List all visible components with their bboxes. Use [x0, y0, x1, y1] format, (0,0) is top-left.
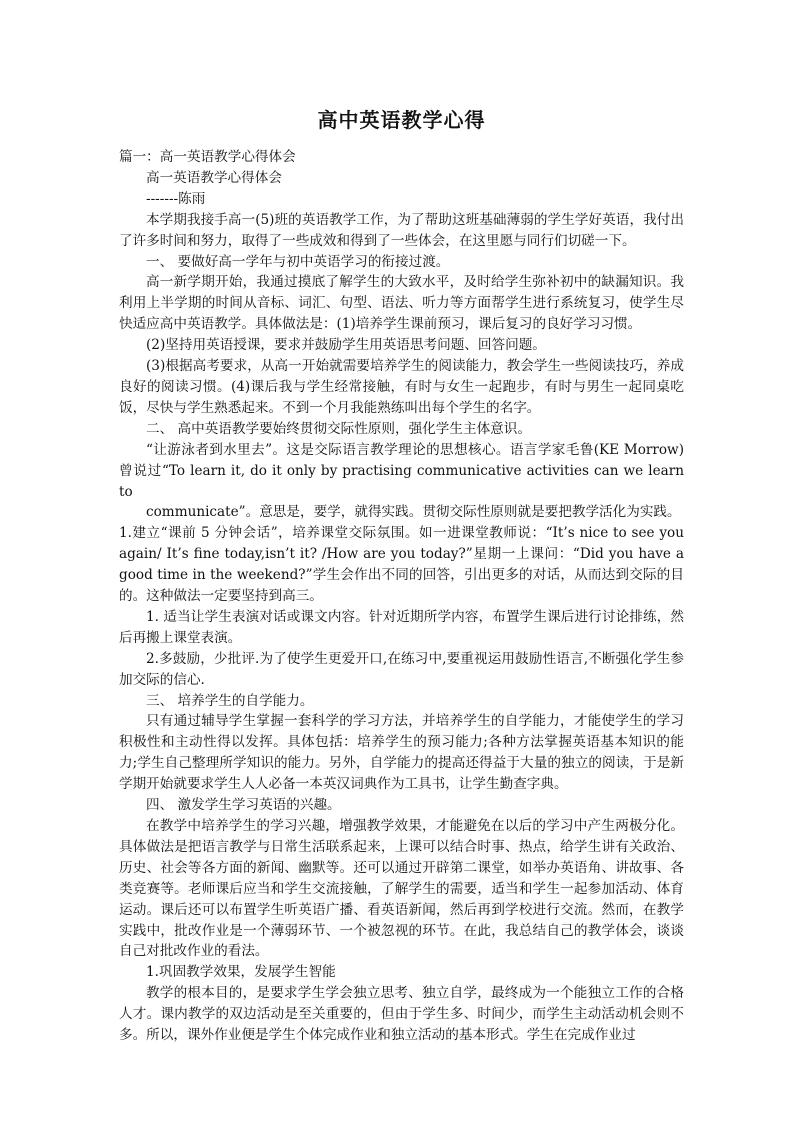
paragraph: (3)根据高考要求，从高一开始就需要培养学生的阅读能力，教会学生一些阅读技巧，养成良好的阅读习惯。(4)课后我与学生经常接触，有时与女生一起跑步，有时与男生一起同桌吃饭，尽快与学生熟悉起来。不到一个月我能熟练叫出每个学生的名字。: [119, 358, 684, 416]
paragraph: 二、 高中英语教学要始终贯彻交际性原则，强化学生主体意识。: [146, 420, 531, 437]
paragraph: 篇一：高一英语教学心得体会: [119, 149, 296, 165]
document-title: 高中英语教学心得: [317, 108, 486, 132]
paragraph: 1.建立“课前 5 分钟会话”，培养课堂交际氛围。如一进课堂教师说：“It’s nice to see you again/ It’s fine today,isn’t it? /How are you today?”星期一上课问：“Did you have a good time in the weekend?”学生会作出不同的回答，引出更多的对话，从而达到交际的目的。这种做法一定要坚持到高三。: [119, 525, 684, 605]
paragraph: -------陈雨: [146, 190, 206, 207]
paragraph: 在教学中培养学生的学习兴趣，增强教学效果，才能避免在以后的学习中产生两极分化。具体做法是把语言教学与日常生活联系起来，上课可以结合时事、热点，给学生讲有关政治、历史、社会等各方面的新闻、幽默等。还可以通过开辟第二课堂，如举办英语角、讲故事、各类竞赛等。老师课后应当和学生交流接触，了解学生的需要，适当和学生一起参加活动、体育运动。课后还可以布置学生听英语广播、看英语新闻，然后再到学校进行交流。然而，在教学实践中，批改作业是一个薄弱环节、一个被忽视的环节。在此，我总结自己的教学体会，谈谈自己对批改作业的看法。: [119, 818, 684, 960]
paragraph: communicate”。意思是，要学，就得实践。贯彻交际性原则就是要把教学活化为实践。: [146, 504, 681, 521]
paragraph: 2.多鼓励，少批评.为了使学生更爱开口,在练习中,要重视运用鼓励性语言,不断强化学生参加交际的信心.: [119, 650, 684, 688]
paragraph: 1.巩固教学效果，发展学生智能: [146, 964, 336, 981]
document-body: [119, 147, 684, 1046]
paragraph: “让游泳者到水里去”。这是交际语言教学理论的思想核心。语言学家毛鲁(KE Morrow)曾说过“To learn it, do it only by practising communicative activities can we learn to: [119, 441, 684, 500]
paragraph: 1. 适当让学生表演对话或课文内容。针对近期所学内容，布置学生课后进行讨论排练，然后再搬上课堂表演。: [119, 608, 684, 646]
paragraph: 只有通过辅导学生掌握一套科学的学习方法，并培养学生的自学能力，才能使学生的学习积极性和主动性得以发挥。具体包括：培养学生的预习能力;各种方法掌握英语基本知识的能力;学生自己整理所学知识的能力。另外，自学能力的提高还得益于大量的独立的阅读，于是新学期开始就要求学生人人必备一本英汉词典作为工具书，让学生勤查字典。: [119, 713, 684, 793]
paragraph: 高一英语教学心得体会: [146, 169, 282, 186]
paragraph: 三、 培养学生的自学能力。: [146, 692, 314, 709]
paragraph: 本学期我接手高一(5)班的英语教学工作，为了帮助这班基础薄弱的学生学好英语，我付出了许多时间和努力，取得了一些成效和得到了一些体会，在这里愿与同行们切磋一下。: [119, 211, 684, 249]
paragraph: (2)坚持用英语授课，要求并鼓励学生用英语思考问题、回答问题。: [146, 337, 546, 354]
paragraph: 高一新学期开始，我通过摸底了解学生的大致水平，及时给学生弥补初中的缺漏知识。我利用上半学期的时间从音标、词汇、句型、语法、听力等方面帮学生进行系统复习，使学生尽快适应高中英语教学。具体做法是：(1)培养学生课前预习，课后复习的良好学习习惯。: [119, 274, 684, 333]
paragraph: 一、 要做好高一学年与初中英语学习的衔接过渡。: [146, 253, 450, 270]
paragraph: 四、 激发学生学习英语的兴趣。: [146, 797, 341, 814]
paragraph: 教学的根本目的，是要求学生学会独立思考、独立自学，最终成为一个能独立工作的合格人才。课内教学的双边活动是至关重要的，但由于学生多、时间少，而学生主动活动机会则不多。所以，课外作业便是学生个体完成作业和独立活动的基本形式。学生在完成作业过: [119, 985, 684, 1044]
